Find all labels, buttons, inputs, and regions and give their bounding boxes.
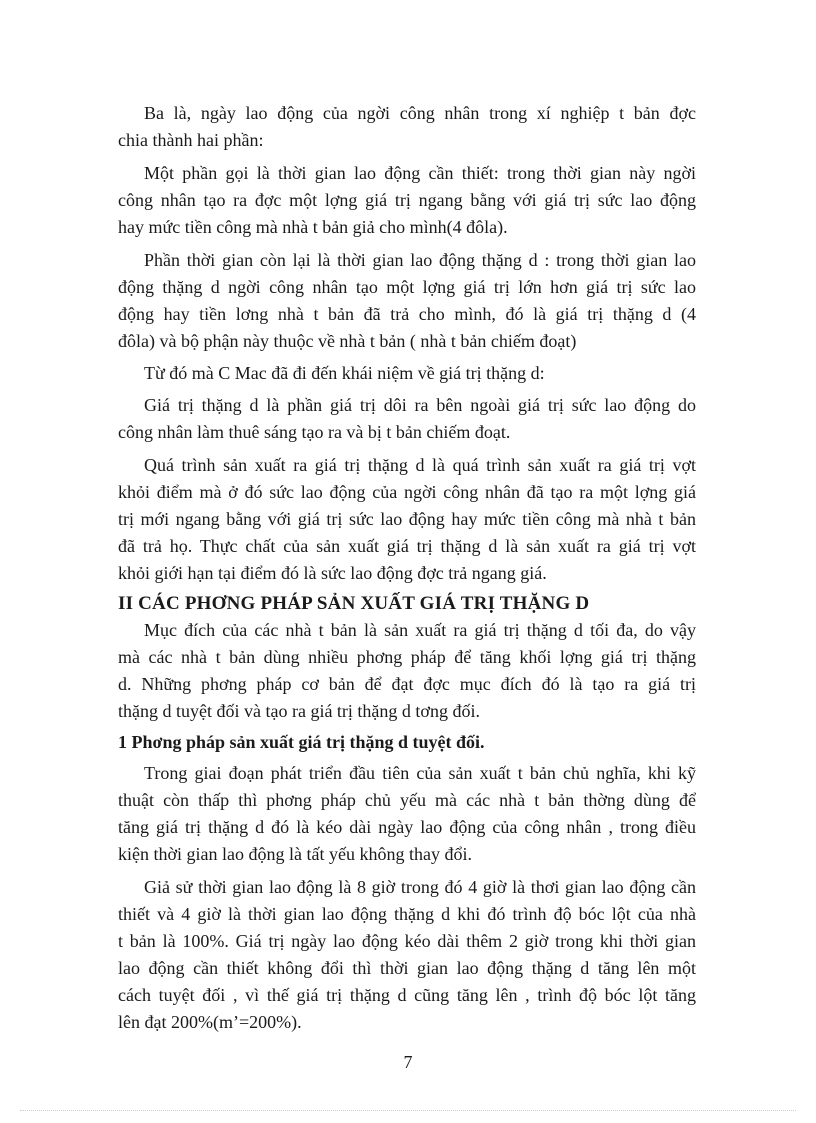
section-heading: II CÁC PHƠNG PHÁP SẢN XUẤT GIÁ TRỊ THẶNG D bbox=[118, 593, 590, 614]
paragraph-last-line: khỏi giới hạn tại điểm đó là sức lao động đợc trả ngang giá. bbox=[118, 563, 547, 583]
paragraph-line: trị mới ngang bằng với giá trị sức lao động hay mức tiền công mà nhà t bản bbox=[118, 509, 696, 529]
paragraph-line: thuật còn thấp thì phơng pháp chủ yếu mà các nhà t bản thờng dùng để bbox=[118, 790, 696, 810]
paragraph-first-line: Mục đích của các nhà t bản là sản xuất ra giá trị thặng d tối đa, do vậy bbox=[144, 620, 696, 640]
paragraph-line: khỏi điểm mà ở đó sức lao động của ngời công nhân đã tạo ra một lợng giá bbox=[118, 482, 696, 502]
paragraph-line: Từ đó mà C Mac đã đi đến khái niệm về giá trị thặng d: bbox=[144, 363, 545, 383]
paragraph-line: động thặng d ngời công nhân tạo một lợng giá trị lớn hơn giá trị sức lao bbox=[118, 277, 696, 297]
paragraph-line: t bản là 100%. Giá trị ngày lao động kéo dài thêm 2 giờ trong khi thời gian bbox=[118, 931, 696, 951]
document-body bbox=[118, 100, 696, 1036]
paragraph-line: động hay tiền lơng nhà t bản đã trả cho mình, đó là giá trị thặng d (4 bbox=[118, 304, 696, 324]
page-number: 7 bbox=[403, 1052, 413, 1072]
paragraph-line: thiết và 4 giờ là thời gian lao động thặng d khi đó trình độ bóc lột của nhà bbox=[118, 904, 696, 924]
paragraph-first-line: Phần thời gian còn lại là thời gian lao động thặng d : trong thời gian lao bbox=[144, 250, 696, 270]
paragraph-line: công nhân tạo ra đợc một lợng giá trị ngang bằng với giá trị sức lao động bbox=[118, 190, 696, 210]
paragraph-first-line: Một phần gọi là thời gian lao động cần thiết: trong thời gian này ngời bbox=[144, 163, 696, 183]
paragraph-last-line: đôla) và bộ phận này thuộc về nhà t bản ( nhà t bản chiếm đoạt) bbox=[118, 331, 577, 351]
paragraph-last-line: kiện thời gian lao động là tất yếu không thay đổi. bbox=[118, 844, 472, 864]
paragraph-line: đã trả họ. Thực chất của sản xuất giá trị thặng d là sản xuất ra giá trị vợt bbox=[118, 536, 696, 556]
page-bottom-divider bbox=[20, 1110, 796, 1111]
paragraph-line: tăng giá trị thặng d đó là kéo dài ngày lao động của công nhân , trong điều bbox=[118, 817, 696, 837]
paragraph-first-line: Giả sử thời gian lao động là 8 giờ trong đó 4 giờ là thơi gian lao động cần bbox=[144, 877, 696, 897]
paragraph-last-line: chia thành hai phần: bbox=[118, 130, 264, 150]
paragraph-first-line: Ba là, ngày lao động của ngời công nhân trong xí nghiệp t bản đợc bbox=[144, 103, 696, 123]
paragraph-last-line: công nhân làm thuê sáng tạo ra và bị t bản chiếm đoạt. bbox=[118, 422, 511, 442]
paragraph-last-line: hay mức tiền công mà nhà t bản giả cho mình(4 đôla). bbox=[118, 217, 508, 237]
paragraph-first-line: Quá trình sản xuất ra giá trị thặng d là quá trình sản xuất ra giá trị vợt bbox=[144, 455, 696, 475]
paragraph-line: lao động cần thiết không đổi thì thời gian lao động thặng d tăng lên một bbox=[118, 958, 696, 978]
subsection-heading: 1 Phơng pháp sản xuất giá trị thặng d tuyệt đối. bbox=[118, 732, 485, 752]
paragraph-line: d. Những phơng pháp cơ bản để đạt đợc mục đích đó là tạo ra giá trị bbox=[118, 674, 696, 694]
paragraph-line: cách tuyệt đối , vì thế giá trị thặng d cũng tăng lên , trình độ bóc lột tăng bbox=[118, 985, 696, 1005]
paragraph-first-line: Trong giai đoạn phát triển đầu tiên của sản xuất t bản chủ nghĩa, khi kỹ bbox=[144, 763, 696, 783]
paragraph-last-line: lên đạt 200%(m’=200%). bbox=[118, 1012, 302, 1032]
paragraph-first-line: Giá trị thặng d là phần giá trị dôi ra bên ngoài giá trị sức lao động do bbox=[144, 395, 696, 415]
paragraph-line: mà các nhà t bản dùng nhiều phơng pháp để tăng khối lợng giá trị thặng bbox=[118, 647, 696, 667]
paragraph-last-line: thặng d tuyệt đối và tạo ra giá trị thặng d tơng đối. bbox=[118, 701, 480, 721]
